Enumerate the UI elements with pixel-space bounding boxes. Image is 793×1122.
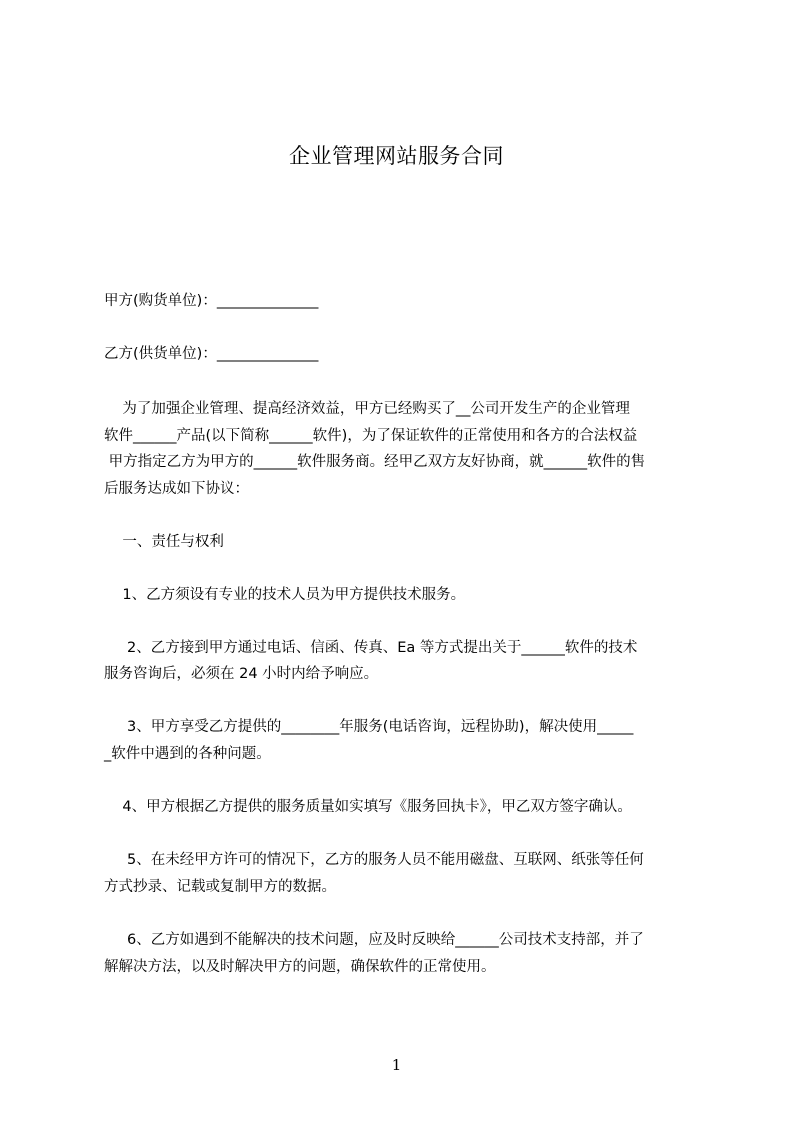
section-heading: 一、责任与权利 xyxy=(104,534,224,550)
preamble-line: 后服务达成如下协议： xyxy=(104,481,249,497)
document-title: 企业管理网站服务合同 xyxy=(289,144,504,168)
party-b-line: 乙方(供货单位)：______________ xyxy=(104,346,319,362)
clause-line: 解解决方法，以及时解决甲方的问题，确保软件的正常使用。 xyxy=(104,959,496,975)
clause-line: 1、乙方须设有专业的技术人员为甲方提供技术服务。 xyxy=(104,587,466,603)
clause-line: 服务咨询后，必须在 24 小时内给予响应。 xyxy=(104,666,379,682)
preamble-line: 为了加强企业管理、提高经济效益，甲方已经购买了__公司开发生产的企业管理 xyxy=(104,401,630,417)
clause-line: 6、乙方如遇到不能解决的技术问题，应及时反映给______公司技术支持部，并了 xyxy=(104,932,644,948)
clause-line: 2、乙方接到甲方通过电话、信函、传真、Ea 等方式提出关于______软件的技术 xyxy=(104,640,638,656)
page-number: 1 xyxy=(391,1056,402,1074)
party-a-line: 甲方(购货单位)：______________ xyxy=(104,293,319,309)
clause-line: 3、甲方享受乙方提供的________年服务(电话咨询，远程协助)，解决使用_____ xyxy=(104,719,634,735)
preamble-line: 软件______产品(以下简称______软件)，为了保证软件的正常使用和各方的合法权益 xyxy=(104,428,638,444)
clause-line: 4、甲方根据乙方提供的服务质量如实填写《服务回执卡》，甲乙双方签字确认。 xyxy=(104,799,632,815)
clause-line: 方式抄录、记载或复制甲方的数据。 xyxy=(104,879,336,895)
clause-line: _软件中遇到的各种问题。 xyxy=(104,746,271,762)
clause-line: 5、在未经甲方许可的情况下，乙方的服务人员不能用磁盘、互联网、纸张等任何 xyxy=(104,852,644,868)
preamble-line: 甲方指定乙方为甲方的______软件服务商。经甲乙双方友好协商，就______软件的售 xyxy=(104,454,646,470)
